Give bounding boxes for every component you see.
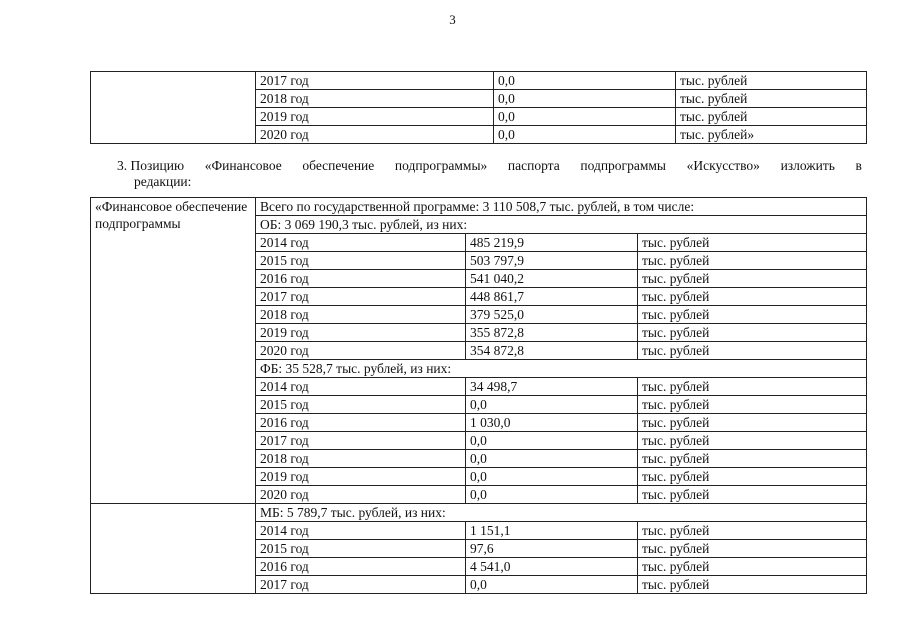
instruction-paragraph xyxy=(117,158,862,190)
top-table xyxy=(90,71,867,144)
total-cell: Всего по государственной программе: 3 110 508,7 тыс. рублей, в том числе: xyxy=(256,198,867,216)
year-cell: 2014 год xyxy=(256,522,466,540)
value-cell: 0,0 xyxy=(466,468,638,486)
paragraph-word: обеспечение xyxy=(302,158,375,173)
value-cell: 448 861,7 xyxy=(466,288,638,306)
unit-cell: тыс. рублей xyxy=(638,486,867,504)
value-cell: 1 030,0 xyxy=(466,414,638,432)
unit-cell: тыс. рублей xyxy=(638,288,867,306)
year-cell: 2018 год xyxy=(256,450,466,468)
paragraph-word: паспорта xyxy=(507,158,560,173)
year-cell: 2014 год xyxy=(256,234,466,252)
year-cell: 2016 год xyxy=(256,414,466,432)
value-cell: 379 525,0 xyxy=(466,306,638,324)
value-cell: 355 872,8 xyxy=(466,324,638,342)
value-cell: 541 040,2 xyxy=(466,270,638,288)
year-cell: 2016 год xyxy=(256,558,466,576)
year-cell: 2018 год xyxy=(256,90,494,108)
year-cell: 2020 год xyxy=(256,486,466,504)
year-cell: 2019 год xyxy=(256,324,466,342)
value-cell: 0,0 xyxy=(466,576,638,594)
value-cell: 0,0 xyxy=(466,486,638,504)
financing-table xyxy=(90,197,867,594)
unit-cell: тыс. рублей xyxy=(638,450,867,468)
year-cell: 2017 год xyxy=(256,288,466,306)
paragraph-word: в xyxy=(855,158,862,173)
unit-cell: тыс. рублей xyxy=(638,432,867,450)
ob-header-cell: ОБ: 3 069 190,3 тыс. рублей, из них: xyxy=(256,216,867,234)
paragraph-word: подпрограммы» xyxy=(394,158,488,173)
value-cell: 0,0 xyxy=(494,72,676,90)
paragraph-word: подпрограммы xyxy=(580,158,666,173)
year-cell: 2017 год xyxy=(256,432,466,450)
unit-cell: тыс. рублей xyxy=(638,342,867,360)
unit-cell: тыс. рублей xyxy=(638,396,867,414)
value-cell: 0,0 xyxy=(494,108,676,126)
empty-label-cell xyxy=(91,72,256,144)
subprogram-label-cell: «Финансовое обеспечение подпрограммы xyxy=(91,198,256,504)
value-cell: 503 797,9 xyxy=(466,252,638,270)
unit-cell: тыс. рублей» xyxy=(676,126,867,144)
value-cell: 0,0 xyxy=(466,450,638,468)
year-cell: 2018 год xyxy=(256,306,466,324)
table-row xyxy=(91,198,867,216)
year-cell: 2019 год xyxy=(256,468,466,486)
value-cell: 97,6 xyxy=(466,540,638,558)
unit-cell: тыс. рублей xyxy=(638,234,867,252)
unit-cell: тыс. рублей xyxy=(676,72,867,90)
table-row xyxy=(91,72,867,90)
paragraph-line-2: редакции: xyxy=(134,174,192,189)
paragraph-word: «Искусство» xyxy=(686,158,760,173)
year-cell: 2015 год xyxy=(256,252,466,270)
unit-cell: тыс. рублей xyxy=(638,306,867,324)
value-cell: 0,0 xyxy=(466,396,638,414)
empty-label-cell xyxy=(91,504,256,594)
year-cell: 2020 год xyxy=(256,342,466,360)
unit-cell: тыс. рублей xyxy=(638,414,867,432)
value-cell: 0,0 xyxy=(494,90,676,108)
year-cell: 2016 год xyxy=(256,270,466,288)
value-cell: 0,0 xyxy=(494,126,676,144)
value-cell: 34 498,7 xyxy=(466,378,638,396)
unit-cell: тыс. рублей xyxy=(638,324,867,342)
year-cell: 2015 год xyxy=(256,540,466,558)
paragraph-word: 3. Позицию xyxy=(117,158,185,173)
unit-cell: тыс. рублей xyxy=(638,522,867,540)
unit-cell: тыс. рублей xyxy=(638,378,867,396)
unit-cell: тыс. рублей xyxy=(638,468,867,486)
value-cell: 4 541,0 xyxy=(466,558,638,576)
year-cell: 2020 год xyxy=(256,126,494,144)
value-cell: 354 872,8 xyxy=(466,342,638,360)
value-cell: 485 219,9 xyxy=(466,234,638,252)
year-cell: 2017 год xyxy=(256,576,466,594)
year-cell: 2014 год xyxy=(256,378,466,396)
unit-cell: тыс. рублей xyxy=(638,252,867,270)
unit-cell: тыс. рублей xyxy=(676,90,867,108)
year-cell: 2017 год xyxy=(256,72,494,90)
paragraph-word: «Финансовое xyxy=(204,158,282,173)
table-row xyxy=(91,504,867,522)
page-number: 3 xyxy=(449,12,456,27)
value-cell: 0,0 xyxy=(466,432,638,450)
year-cell: 2015 год xyxy=(256,396,466,414)
mb-header-cell: МБ: 5 789,7 тыс. рублей, из них: xyxy=(256,504,867,522)
value-cell: 1 151,1 xyxy=(466,522,638,540)
paragraph-word: изложить xyxy=(780,158,835,173)
unit-cell: тыс. рублей xyxy=(638,576,867,594)
year-cell: 2019 год xyxy=(256,108,494,126)
unit-cell: тыс. рублей xyxy=(638,540,867,558)
fb-header-cell: ФБ: 35 528,7 тыс. рублей, из них: xyxy=(256,360,867,378)
unit-cell: тыс. рублей xyxy=(638,558,867,576)
unit-cell: тыс. рублей xyxy=(676,108,867,126)
unit-cell: тыс. рублей xyxy=(638,270,867,288)
